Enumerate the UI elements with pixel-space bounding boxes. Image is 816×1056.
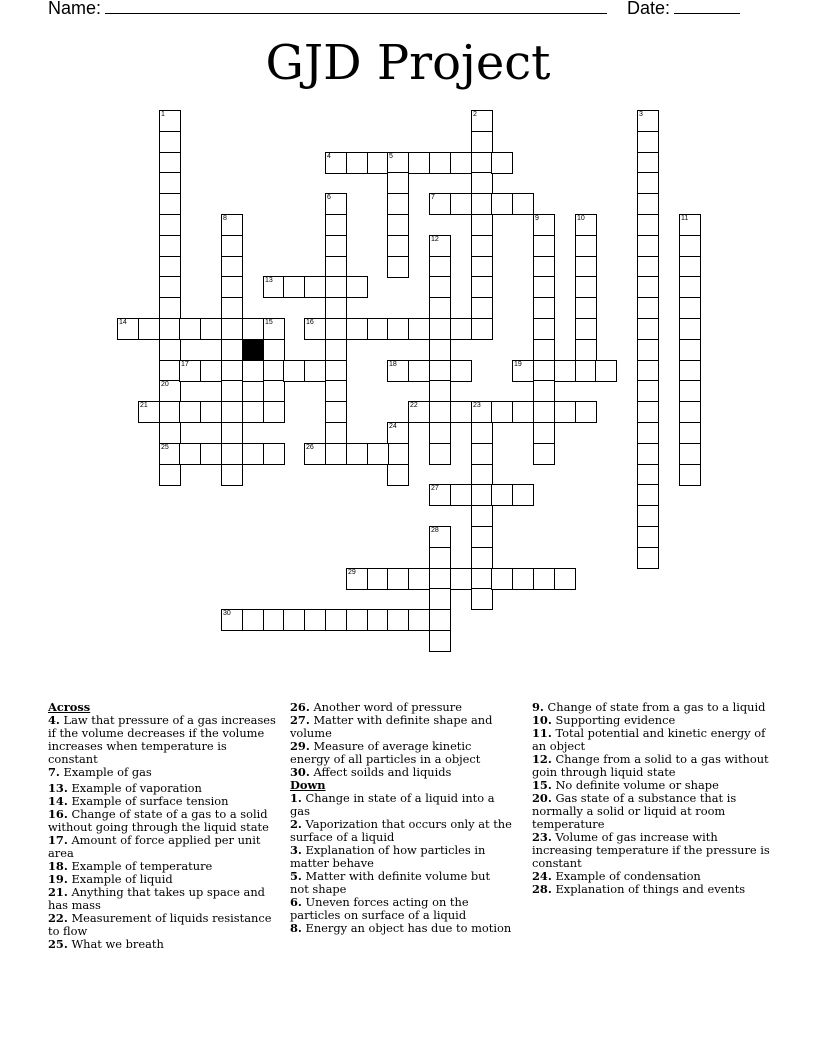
grid-cell[interactable] <box>679 443 701 465</box>
grid-cell[interactable] <box>637 256 659 278</box>
grid-cell[interactable] <box>471 318 493 340</box>
grid-cell[interactable] <box>533 380 555 402</box>
grid-cell[interactable] <box>325 422 347 444</box>
grid-cell[interactable] <box>387 235 409 257</box>
grid-cell[interactable] <box>387 568 409 590</box>
clue-number: 1 <box>161 111 165 118</box>
clue-down-15: 15. No definite volume or shape <box>532 778 719 792</box>
grid-cell[interactable] <box>637 401 659 423</box>
clue-across-22: 22. Measurement of liquids resistance to flow <box>48 911 272 938</box>
grid-cell[interactable] <box>221 609 243 631</box>
grid-cell[interactable] <box>221 318 243 340</box>
grid-cell[interactable] <box>159 339 181 361</box>
grid-cell[interactable] <box>159 360 181 382</box>
grid-cell[interactable] <box>159 276 181 298</box>
grid-cell[interactable] <box>242 318 264 340</box>
grid-cell[interactable] <box>325 380 347 402</box>
grid-cell[interactable] <box>221 339 243 361</box>
grid-cell[interactable] <box>450 193 472 215</box>
grid-cell[interactable] <box>304 443 326 465</box>
grid-cell[interactable] <box>159 131 181 153</box>
grid-cell[interactable] <box>200 401 222 423</box>
grid-cell[interactable] <box>575 214 597 236</box>
grid-cell[interactable] <box>512 401 534 423</box>
grid-cell[interactable] <box>575 401 597 423</box>
grid-cell[interactable] <box>159 318 181 340</box>
clue-down-28: 28. Explanation of things and events <box>532 882 746 896</box>
grid-cell[interactable] <box>408 609 430 631</box>
grid-cell[interactable] <box>429 318 451 340</box>
grid-cell[interactable] <box>637 214 659 236</box>
grid-cell[interactable] <box>637 339 659 361</box>
grid-cell[interactable] <box>200 318 222 340</box>
grid-cell[interactable] <box>491 152 513 174</box>
grid-cell[interactable] <box>471 235 493 257</box>
grid-cell[interactable] <box>429 609 451 631</box>
grid-cell[interactable] <box>179 401 201 423</box>
grid-cell[interactable] <box>637 172 659 194</box>
grid-cell[interactable] <box>159 172 181 194</box>
grid-cell[interactable] <box>471 110 493 132</box>
grid-cell[interactable] <box>138 401 160 423</box>
grid-cell[interactable] <box>637 276 659 298</box>
grid-cell[interactable] <box>325 256 347 278</box>
clue-number: 28 <box>431 527 439 534</box>
grid-cell[interactable] <box>637 318 659 340</box>
grid-cell[interactable] <box>679 380 701 402</box>
grid-cell[interactable] <box>304 276 326 298</box>
grid-cell[interactable] <box>637 422 659 444</box>
grid-cell[interactable] <box>575 318 597 340</box>
clue-down-24: 24. Example of condensation <box>532 869 701 883</box>
grid-cell[interactable] <box>429 235 451 257</box>
grid-cell[interactable] <box>429 588 451 610</box>
grid-cell[interactable] <box>679 256 701 278</box>
clue-across-21: 21. Anything that takes up space and has mass <box>48 885 265 912</box>
grid-cell[interactable] <box>346 152 368 174</box>
grid-cell[interactable] <box>387 609 409 631</box>
clue-number: 12 <box>431 236 439 243</box>
grid-cell[interactable] <box>637 443 659 465</box>
grid-cell[interactable] <box>221 422 243 444</box>
grid-cell[interactable] <box>179 318 201 340</box>
grid-cell[interactable] <box>159 110 181 132</box>
grid-cell[interactable] <box>221 235 243 257</box>
grid-cell[interactable] <box>346 443 368 465</box>
grid-cell[interactable] <box>450 152 472 174</box>
grid-cell[interactable] <box>554 360 576 382</box>
grid-cell[interactable] <box>159 214 181 236</box>
grid-cell[interactable] <box>471 588 493 610</box>
grid-cell[interactable] <box>533 235 555 257</box>
grid-cell[interactable] <box>554 568 576 590</box>
grid-cell[interactable] <box>637 464 659 486</box>
grid-cell[interactable] <box>242 609 264 631</box>
grid-cell[interactable] <box>367 152 389 174</box>
clue-down-23: 23. Volume of gas increase with increasing temperature if the pressure is constant <box>532 830 770 870</box>
grid-cell[interactable] <box>242 443 264 465</box>
grid-cell[interactable] <box>533 339 555 361</box>
clue-down-11: 11. Total potential and kinetic energy of an object <box>532 726 766 753</box>
grid-cell[interactable] <box>221 401 243 423</box>
grid-cell[interactable] <box>263 318 285 340</box>
grid-cell[interactable] <box>200 443 222 465</box>
grid-cell[interactable] <box>471 422 493 444</box>
grid-cell[interactable] <box>471 547 493 569</box>
clues-column-2 <box>290 701 512 935</box>
clue-down-8: 8. Energy an object has due to motion <box>290 921 512 935</box>
clue-number: 25 <box>161 444 169 451</box>
clue-across-30: 30. Affect soilds and liquids <box>290 765 452 779</box>
grid-cell[interactable] <box>679 214 701 236</box>
grid-cell[interactable] <box>471 214 493 236</box>
clue-across-13: 13. Example of vaporation <box>48 781 202 795</box>
grid-cell[interactable] <box>408 360 430 382</box>
grid-cell[interactable] <box>471 193 493 215</box>
grid-cell[interactable] <box>304 360 326 382</box>
clue-number: 20 <box>161 381 169 388</box>
grid-cell[interactable] <box>575 235 597 257</box>
grid-cell[interactable] <box>533 214 555 236</box>
grid-cell[interactable] <box>325 401 347 423</box>
grid-cell[interactable] <box>387 172 409 194</box>
clue-across-16: 16. Change of state of a gas to a solid without going through the liquid state <box>48 807 269 834</box>
grid-cell[interactable] <box>159 193 181 215</box>
grid-cell[interactable] <box>221 256 243 278</box>
grid-cell[interactable] <box>179 360 201 382</box>
across-clue-list <box>48 714 276 951</box>
grid-cell[interactable] <box>679 401 701 423</box>
grid-cell[interactable] <box>595 360 617 382</box>
grid-cell[interactable] <box>408 568 430 590</box>
clue-number: 18 <box>389 361 397 368</box>
grid-cell[interactable] <box>242 360 264 382</box>
grid-cell[interactable] <box>325 235 347 257</box>
clue-number: 8 <box>223 215 227 222</box>
grid-cell[interactable] <box>533 297 555 319</box>
clue-number: 26 <box>306 444 314 451</box>
grid-cell[interactable] <box>679 318 701 340</box>
grid-cell[interactable] <box>387 422 409 444</box>
grid-cell[interactable] <box>242 401 264 423</box>
clue-number: 22 <box>410 402 418 409</box>
down-heading: Down <box>290 778 326 792</box>
grid-cell[interactable] <box>471 568 493 590</box>
grid-cell[interactable] <box>471 152 493 174</box>
grid-cell[interactable] <box>179 443 201 465</box>
grid-cell[interactable] <box>325 443 347 465</box>
clue-number: 2 <box>473 111 477 118</box>
grid-cell[interactable] <box>221 276 243 298</box>
clue-down-10: 10. Supporting evidence <box>532 713 676 727</box>
clue-number: 9 <box>535 215 539 222</box>
grid-cell[interactable] <box>679 339 701 361</box>
grid-cell[interactable] <box>325 318 347 340</box>
grid-cell[interactable] <box>367 568 389 590</box>
clue-number: 11 <box>681 215 689 222</box>
grid-cell[interactable] <box>221 380 243 402</box>
grid-cell[interactable] <box>325 152 347 174</box>
clue-number: 17 <box>181 361 189 368</box>
grid-cell[interactable] <box>512 360 534 382</box>
grid-cell[interactable] <box>367 443 389 465</box>
grid-cell[interactable] <box>429 630 451 652</box>
grid-cell[interactable] <box>387 360 409 382</box>
grid-cell[interactable] <box>429 152 451 174</box>
grid-cell[interactable] <box>138 318 160 340</box>
clue-number: 23 <box>473 402 481 409</box>
clue-number: 10 <box>577 215 585 222</box>
grid-cell[interactable] <box>408 318 430 340</box>
grid-cell[interactable] <box>159 380 181 402</box>
clue-number: 5 <box>389 153 393 160</box>
grid-cell[interactable] <box>471 443 493 465</box>
grid-cell[interactable] <box>159 297 181 319</box>
grid-cell[interactable] <box>159 401 181 423</box>
grid-cell[interactable] <box>429 380 451 402</box>
grid-cell[interactable] <box>263 401 285 423</box>
clue-number: 30 <box>223 610 231 617</box>
grid-cell[interactable] <box>304 609 326 631</box>
grid-cell[interactable] <box>387 193 409 215</box>
grid-cell[interactable] <box>325 609 347 631</box>
clue-down-9: 9. Change of state from a gas to a liquid <box>532 700 766 714</box>
grid-cell[interactable] <box>471 484 493 506</box>
grid-cell[interactable] <box>471 172 493 194</box>
clue-down-12: 12. Change from a solid to a gas without goin through liquid state <box>532 752 769 779</box>
grid-cell[interactable] <box>637 505 659 527</box>
grid-cell[interactable] <box>325 360 347 382</box>
grid-cell[interactable] <box>450 401 472 423</box>
clue-number: 14 <box>119 319 127 326</box>
grid-cell[interactable] <box>346 318 368 340</box>
grid-cell[interactable] <box>637 360 659 382</box>
grid-cell[interactable] <box>637 235 659 257</box>
grid-cell[interactable] <box>491 568 513 590</box>
grid-cell[interactable] <box>159 235 181 257</box>
grid-cell[interactable] <box>471 526 493 548</box>
grid-cell[interactable] <box>263 339 285 361</box>
grid-cell[interactable] <box>679 464 701 486</box>
clue-across-19: 19. Example of liquid <box>48 872 173 886</box>
grid-cell[interactable] <box>387 256 409 278</box>
clue-across-25: 25. What we breath <box>48 937 164 951</box>
grid-cell[interactable] <box>429 443 451 465</box>
grid-cell[interactable] <box>471 505 493 527</box>
across-heading: Across <box>48 700 91 714</box>
name-label: Name: <box>48 0 102 18</box>
grid-cell[interactable] <box>637 110 659 132</box>
clue-number: 3 <box>639 111 643 118</box>
grid-cell[interactable] <box>491 401 513 423</box>
grid-cell[interactable] <box>679 297 701 319</box>
grid-cell[interactable] <box>637 526 659 548</box>
grid-cell[interactable] <box>387 443 409 465</box>
grid-cell[interactable] <box>554 401 576 423</box>
clue-down-5: 5. Matter with definite volume but not shape <box>290 869 491 896</box>
grid-cell[interactable] <box>263 443 285 465</box>
grid-cell[interactable] <box>471 256 493 278</box>
grid-cell[interactable] <box>429 484 451 506</box>
grid-cell[interactable] <box>471 401 493 423</box>
clue-number: 15 <box>265 319 273 326</box>
clue-number: 24 <box>389 423 397 430</box>
grid-cell[interactable] <box>679 422 701 444</box>
clue-number: 21 <box>140 402 148 409</box>
grid-cell[interactable] <box>159 422 181 444</box>
grid-cell[interactable] <box>159 256 181 278</box>
grid-cell[interactable] <box>429 339 451 361</box>
grid-cell[interactable] <box>575 256 597 278</box>
clue-down-6: 6. Uneven forces acting on the particles on surface of a liquid <box>290 895 469 922</box>
grid-cell[interactable] <box>325 339 347 361</box>
grid-cell[interactable] <box>575 339 597 361</box>
grid-cell[interactable] <box>346 609 368 631</box>
grid-cell[interactable] <box>221 360 243 382</box>
grid-cell[interactable] <box>325 297 347 319</box>
grid-cell[interactable] <box>429 401 451 423</box>
grid-cell[interactable] <box>512 568 534 590</box>
grid-cell[interactable] <box>575 297 597 319</box>
grid-cell[interactable] <box>637 193 659 215</box>
grid-cell[interactable] <box>221 464 243 486</box>
grid-cell[interactable] <box>637 484 659 506</box>
grid-cell[interactable] <box>387 464 409 486</box>
grid-cell[interactable] <box>429 276 451 298</box>
grid-cell[interactable] <box>637 131 659 153</box>
grid-cell[interactable] <box>429 360 451 382</box>
clue-number: 29 <box>348 569 356 576</box>
grid-cell[interactable] <box>325 193 347 215</box>
grid-cell[interactable] <box>221 214 243 236</box>
grid-cell[interactable] <box>533 422 555 444</box>
grid-cell[interactable] <box>325 276 347 298</box>
grid-cell[interactable] <box>429 547 451 569</box>
grid-cell[interactable] <box>450 318 472 340</box>
grid-cell[interactable] <box>429 568 451 590</box>
grid-cell[interactable] <box>429 526 451 548</box>
grid-cell[interactable] <box>221 443 243 465</box>
clue-across-26: 26. Another word of pressure <box>290 700 462 714</box>
grid-cell[interactable] <box>491 193 513 215</box>
grid-cell[interactable] <box>263 276 285 298</box>
clue-down-20: 20. Gas state of a substance that is normally a solid or liquid at room temperature <box>532 791 737 831</box>
clues-column-3 <box>532 701 770 896</box>
grid-cell[interactable] <box>533 276 555 298</box>
grid-cell[interactable] <box>575 360 597 382</box>
clue-across-27: 27. Matter with definite shape and volume <box>290 713 493 740</box>
clue-number: 6 <box>327 194 331 201</box>
grid-cell[interactable] <box>575 276 597 298</box>
grid-cell[interactable] <box>159 152 181 174</box>
clue-across-18: 18. Example of temperature <box>48 859 213 873</box>
grid-cell[interactable] <box>304 318 326 340</box>
clue-number: 27 <box>431 485 439 492</box>
clue-number: 16 <box>306 319 314 326</box>
grid-cell[interactable] <box>283 609 305 631</box>
clue-across-4: 4. Law that pressure of a gas increases if the volume decreases if the volume increases when temperature is constant <box>48 713 276 766</box>
grid-cell[interactable] <box>283 276 305 298</box>
clue-number: 13 <box>265 277 273 284</box>
clue-number: 7 <box>431 194 435 201</box>
grid-cell[interactable] <box>408 152 430 174</box>
grid-cell[interactable] <box>512 484 534 506</box>
grid-cell[interactable] <box>283 360 305 382</box>
grid-cell[interactable] <box>263 609 285 631</box>
black-cell <box>242 339 264 361</box>
grid-cell[interactable] <box>429 193 451 215</box>
clue-across-17: 17. Amount of force applied per unit area <box>48 833 261 860</box>
grid-cell[interactable] <box>367 318 389 340</box>
grid-cell[interactable] <box>679 235 701 257</box>
grid-cell[interactable] <box>533 360 555 382</box>
grid-cell[interactable] <box>471 276 493 298</box>
grid-cell[interactable] <box>387 318 409 340</box>
grid-cell[interactable] <box>533 318 555 340</box>
grid-cell[interactable] <box>429 256 451 278</box>
grid-cell[interactable] <box>263 360 285 382</box>
grid-cell[interactable] <box>200 360 222 382</box>
grid-cell[interactable] <box>679 360 701 382</box>
grid-cell[interactable] <box>387 152 409 174</box>
grid-cell[interactable] <box>263 380 285 402</box>
clue-across-29: 29. Measure of average kinetic energy of all particles in a object <box>290 739 481 766</box>
grid-cell[interactable] <box>533 443 555 465</box>
grid-cell[interactable] <box>408 401 430 423</box>
date-label: Date: <box>627 0 671 18</box>
grid-cell[interactable] <box>637 380 659 402</box>
grid-cell[interactable] <box>117 318 139 340</box>
grid-cell[interactable] <box>450 360 472 382</box>
grid-cell[interactable] <box>159 464 181 486</box>
grid-cell[interactable] <box>471 297 493 319</box>
clue-number: 19 <box>514 361 522 368</box>
grid-cell[interactable] <box>429 422 451 444</box>
grid-cell[interactable] <box>325 214 347 236</box>
grid-cell[interactable] <box>679 276 701 298</box>
grid-cell[interactable] <box>637 152 659 174</box>
clue-down-2: 2. Vaporization that occurs only at the surface of a liquid <box>290 817 512 844</box>
grid-cell[interactable] <box>346 276 368 298</box>
grid-cell[interactable] <box>637 297 659 319</box>
grid-cell[interactable] <box>533 568 555 590</box>
clue-number: 4 <box>327 153 331 160</box>
grid-cell[interactable] <box>450 484 472 506</box>
clues-column-1 <box>48 701 276 951</box>
grid-cell[interactable] <box>387 214 409 236</box>
clue-across-14: 14. Example of surface tension <box>48 794 229 808</box>
page-title: GJD Project <box>265 35 551 91</box>
grid-cell[interactable] <box>512 193 534 215</box>
clue-down-1: 1. Change in state of a liquid into a gas <box>290 791 495 818</box>
grid-cell[interactable] <box>367 609 389 631</box>
grid-cell[interactable] <box>159 443 181 465</box>
grid-cell[interactable] <box>491 484 513 506</box>
grid-cell[interactable] <box>429 297 451 319</box>
grid-cell[interactable] <box>637 547 659 569</box>
grid-cell[interactable] <box>346 568 368 590</box>
grid-cell[interactable] <box>450 568 472 590</box>
grid-cell[interactable] <box>533 256 555 278</box>
grid-cell[interactable] <box>471 464 493 486</box>
clue-across-7: 7. Example of gas <box>48 765 152 779</box>
grid-cell[interactable] <box>221 297 243 319</box>
clue-down-3: 3. Explanation of how particles in matter behave <box>290 843 486 870</box>
grid-cell[interactable] <box>471 131 493 153</box>
grid-cell[interactable] <box>533 401 555 423</box>
